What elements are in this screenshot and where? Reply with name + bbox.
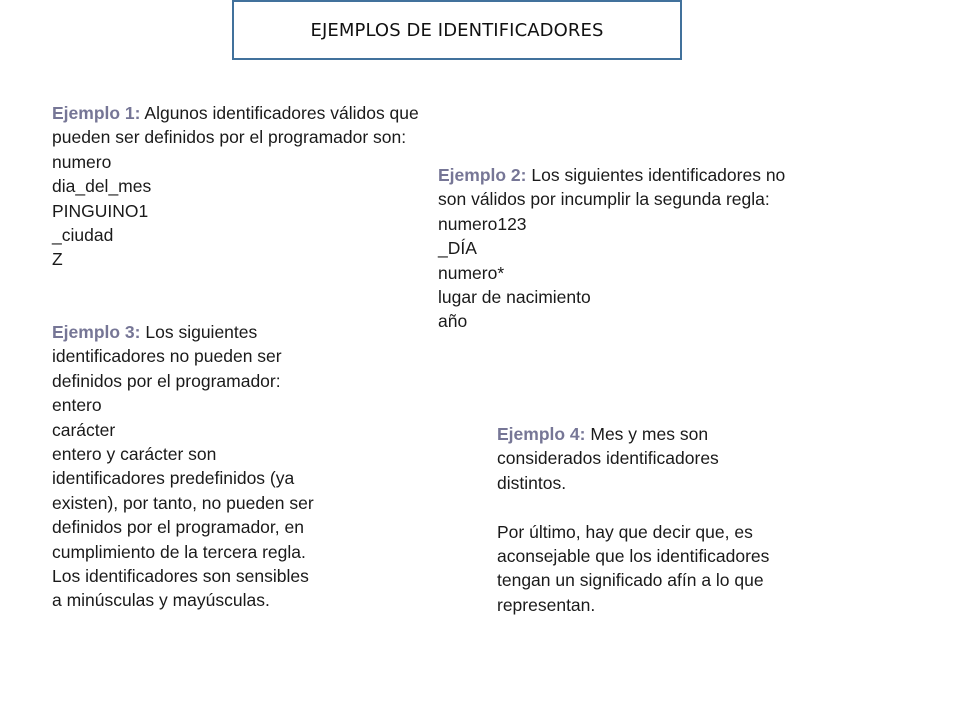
ejemplo-3-line: carácter: [52, 419, 116, 440]
ejemplo-1-intro: [52, 101, 419, 125]
ejemplo-4-closing-line: tengan un significado afín a lo que: [497, 570, 764, 591]
ejemplo-2-item: _DÍA: [438, 238, 477, 259]
ejemplo-3-block: [52, 320, 314, 613]
ejemplo-2-intro: [438, 163, 785, 187]
ejemplo-1-item: numero: [52, 151, 112, 172]
ejemplo-3-intro-text-1: Los siguientes: [145, 322, 258, 342]
ejemplo-1-item: Z: [52, 249, 63, 270]
ejemplo-3-line: entero: [52, 395, 102, 416]
ejemplo-4-closing-line: aconsejable que los identificadores: [497, 546, 770, 567]
ejemplo-1-item: PINGUINO1: [52, 200, 149, 221]
ejemplo-2-item: lugar de nacimiento: [438, 287, 591, 308]
ejemplo-4-intro: [497, 422, 769, 446]
ejemplo-2-item: numero123: [438, 213, 527, 234]
ejemplo-1-block: [52, 101, 419, 272]
ejemplo-3-line: cumplimiento de la tercera regla.: [52, 541, 306, 562]
ejemplo-3-line: identificadores no pueden ser: [52, 346, 282, 367]
ejemplo-3-line: identificadores predefinidos (ya: [52, 468, 295, 489]
ejemplo-4-intro-text-1: Mes y mes son: [590, 424, 709, 444]
ejemplo-2-item: numero*: [438, 262, 505, 283]
ejemplo-2-item: año: [438, 311, 468, 332]
ejemplo-2-label: Ejemplo 2:: [438, 165, 527, 185]
ejemplo-4-line: considerados identificadores: [497, 448, 719, 469]
ejemplo-3-line: existen), por tanto, no pueden ser: [52, 492, 314, 513]
ejemplo-1-item: dia_del_mes: [52, 176, 152, 197]
ejemplo-4-label: Ejemplo 4:: [497, 424, 586, 444]
ejemplo-3-line: definidos por el programador, en: [52, 517, 304, 538]
ejemplo-4-line: distintos.: [497, 472, 567, 493]
ejemplo-2-block: [438, 163, 785, 334]
ejemplo-3-label: Ejemplo 3:: [52, 322, 141, 342]
ejemplo-3-line: definidos por el programador:: [52, 370, 281, 391]
ejemplo-1-item: _ciudad: [52, 225, 114, 246]
ejemplo-4-block: [497, 422, 769, 617]
ejemplo-4-closing-line: representan.: [497, 594, 596, 615]
ejemplo-3-line: a minúsculas y mayúsculas.: [52, 590, 270, 611]
ejemplo-2-intro-text-2: son válidos por incumplir la segunda regla:: [438, 189, 770, 210]
ejemplo-3-intro: [52, 320, 314, 344]
title-box: [232, 0, 682, 60]
ejemplo-4-closing-line: Por último, hay que decir que, es: [497, 521, 753, 542]
ejemplo-2-intro-text-1: Los siguientes identificadores no: [531, 165, 786, 185]
ejemplo-1-intro-text-1: Algunos identificadores válidos que: [144, 103, 419, 123]
ejemplo-1-label: Ejemplo 1:: [52, 103, 141, 123]
ejemplo-1-intro-text-2: pueden ser definidos por el programador son:: [52, 127, 407, 148]
ejemplo-3-line: Los identificadores son sensibles: [52, 566, 309, 587]
paragraph-gap: [497, 495, 769, 519]
ejemplo-3-line: entero y carácter son: [52, 444, 217, 465]
page-title: EJEMPLOS DE IDENTIFICADORES: [310, 19, 604, 41]
